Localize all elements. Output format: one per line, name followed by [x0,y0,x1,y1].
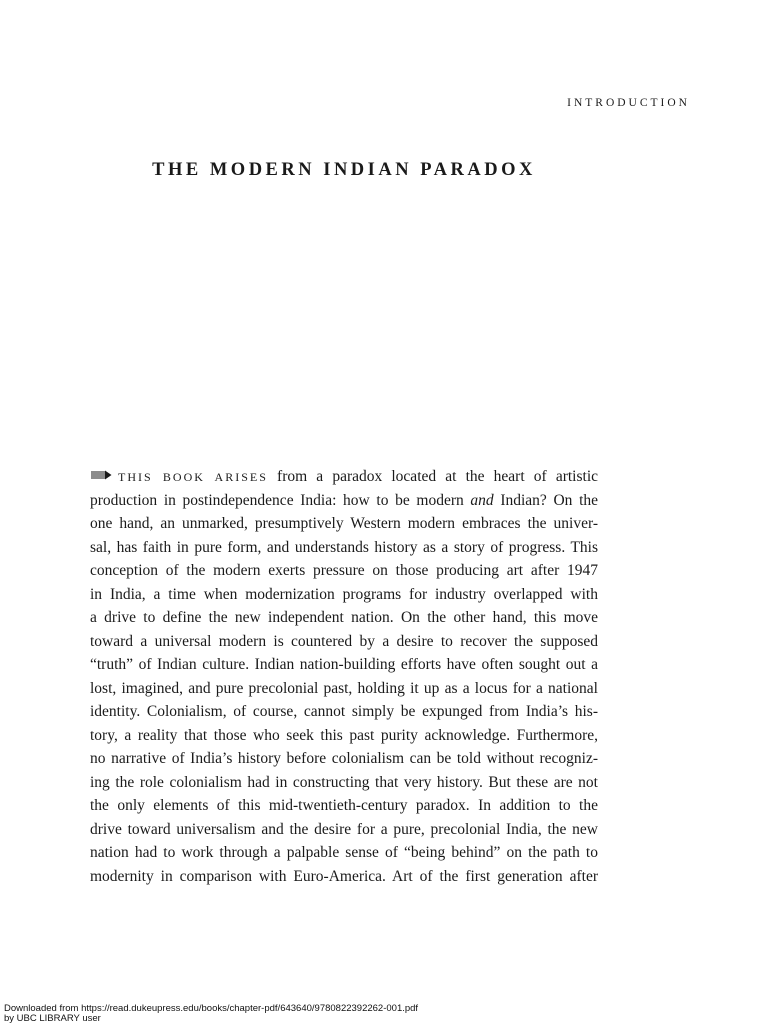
paragraph-line: the only elements of this mid-twentieth-century paradox. In addition to the [90,797,598,814]
paragraph-line: nation had to work through a palpable sense of “being behind” on the path to [90,844,598,861]
paragraph-line: tory, a reality that those who seek this past purity acknowledge. Furthermore, [90,726,598,744]
paragraph-line: “truth” of Indian culture. Indian nation-building efforts have often sought out a [90,656,598,673]
paragraph-line: sal, has faith in pure form, and understands history as a story of progress. This [90,538,598,556]
emphasis-and: and [470,491,494,509]
paragraph-line: one hand, an unmarked, presumptively Western modern embraces the univer- [90,515,598,532]
paragraph-line: ing the role colonialism had in constructing that very history. But these are not [90,773,598,791]
paragraph-line: drive toward universalism and the desire for a pure, precolonial India, the new [90,820,598,838]
paragraph-line: a drive to define the new independent nation. On the other hand, this move [90,609,598,626]
paragraph-line: no narrative of India’s history before colonialism can be told without recogniz- [90,750,598,767]
download-footer [4,1004,418,1024]
paragraph-line: identity. Colonialism, of course, cannot simply be expunged from India’s his- [90,703,598,720]
download-source-line: Downloaded from https://read.dukeupress.edu/books/chapter-pdf/643640/9780822392262-001.pdf [4,1003,419,1014]
line-2-text-before: production in postindependence India: how to be modern [90,491,471,509]
section-label: INTRODUCTION [567,97,690,109]
paragraph-line-2 [90,489,598,513]
paragraph-line: in India, a time when modernization programs for industry overlapped with [90,585,598,603]
line-2-text-after: Indian? On the [493,491,599,509]
chapter-title: THE MODERN INDIAN PARADOX [152,160,536,180]
arrow-ornament-icon [90,470,112,480]
paragraph-line: conception of the modern exerts pressure on those producing art after 1947 [90,562,598,579]
paragraph-line: lost, imagined, and pure precolonial past, holding it up as a locus for a national [90,679,598,697]
download-user-line: by UBC LIBRARY user [4,1013,101,1024]
lead-in-smallcaps: THIS BOOK ARISES [118,470,268,484]
paragraph-line-1 [90,465,598,489]
paragraph-line: modernity in comparison with Euro-America. Art of the first generation after [90,867,598,885]
body-paragraph [90,465,598,888]
paragraph-line: toward a universal modern is countered by a desire to recover the supposed [90,632,598,650]
line-1-text: from a paradox located at the heart of artistic [267,468,599,485]
